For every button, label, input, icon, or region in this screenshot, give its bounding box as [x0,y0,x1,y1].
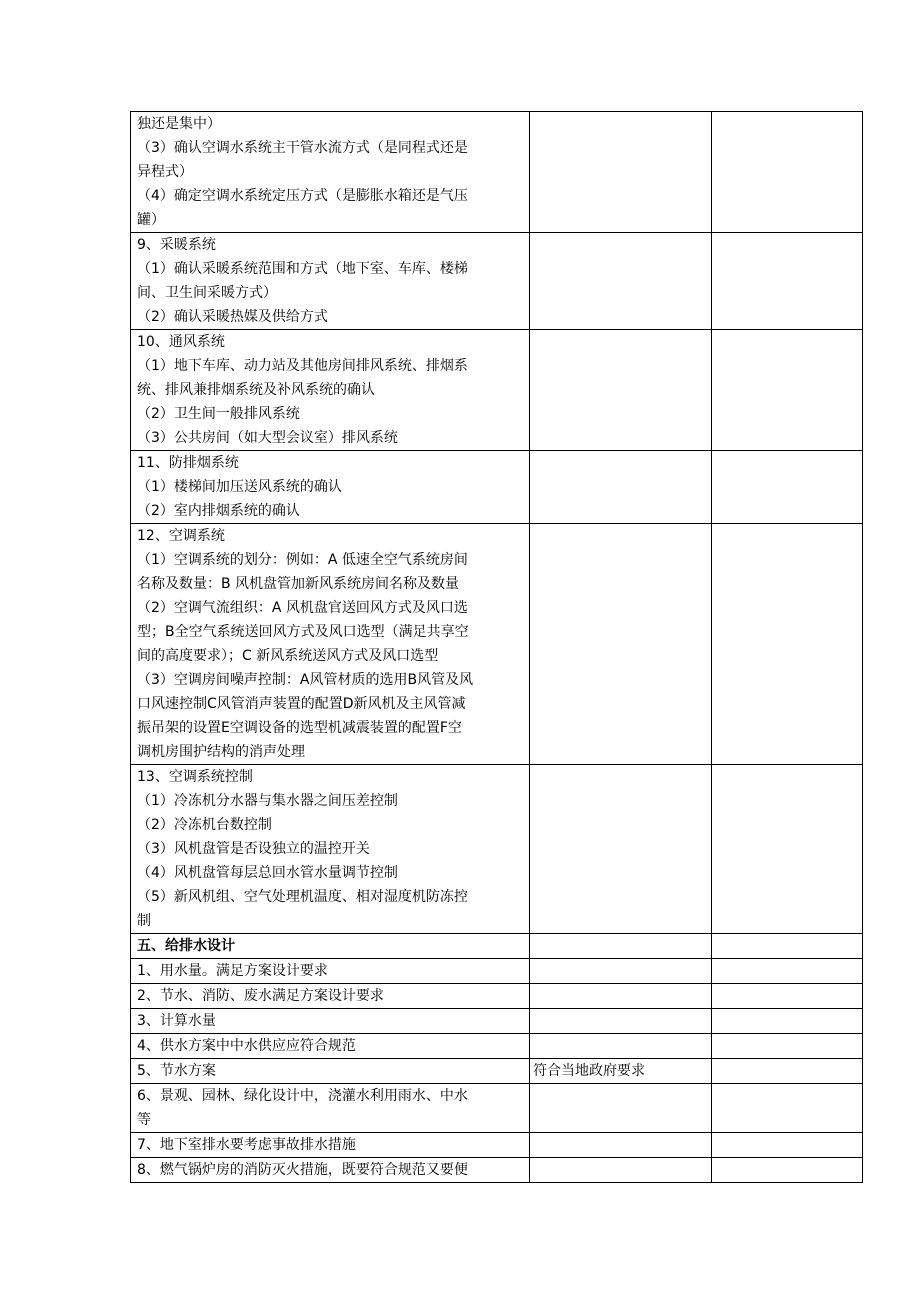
requirement-line: 制 [137,913,151,929]
table-row [131,959,863,984]
requirements-table-body [131,112,863,1183]
requirement-line: （3）公共房间（如大型会议室）排风系统 [137,430,398,446]
requirement-line: 13、空调系统控制 [137,769,253,785]
requirement-line: 调机房围护结构的消声处理 [137,744,305,760]
remark-cell [530,765,712,934]
table-row [131,524,863,765]
requirement-line: （1）空调系统的划分：例如：A 低速全空气系统房间 [137,552,468,568]
requirement-cell [131,1009,530,1034]
requirement-line: 振吊架的设置E空调设备的选型机减震装置的配置F空 [137,720,462,736]
table-row [131,451,863,524]
remark-cell [530,1084,712,1133]
requirement-line: 罐） [137,212,165,228]
note-cell [712,1009,863,1034]
table-row [131,233,863,330]
remark-cell [530,233,712,330]
requirement-line: （3）空调房间噪声控制：A风管材质的选用B风管及风 [137,672,474,688]
remark-cell [530,1158,712,1183]
requirement-line: 8、燃气锅炉房的消防灭火措施，既要符合规范又要便 [137,1162,468,1178]
note-cell [712,1133,863,1158]
requirement-line: （3）风机盘管是否设独立的温控开关 [137,841,370,857]
table-row [131,1133,863,1158]
requirement-line: （1）楼梯间加压送风系统的确认 [137,479,342,495]
requirement-cell [131,112,530,233]
requirement-line: （2）室内排烟系统的确认 [137,503,300,519]
note-cell [712,1034,863,1059]
note-cell [712,1059,863,1084]
requirement-cell [131,1158,530,1183]
note-cell [712,330,863,451]
note-cell [712,233,863,330]
table-row [131,330,863,451]
note-cell [712,1158,863,1183]
requirement-cell [131,233,530,330]
table-row [131,1158,863,1183]
requirement-cell [131,330,530,451]
table-row [131,1059,863,1084]
note-cell [712,112,863,233]
note-cell [712,524,863,765]
requirement-line: 3、计算水量 [137,1013,216,1029]
note-cell [712,451,863,524]
requirement-cell [131,524,530,765]
section-heading: 五、给排水设计 [137,938,235,954]
requirement-line: 独还是集中） [137,116,221,132]
requirement-cell [131,1084,530,1133]
requirement-cell [131,959,530,984]
requirement-line: （1）冷冻机分水器与集水器之间压差控制 [137,793,398,809]
requirement-line: 口风速控制C风管消声装置的配置D新风机及主风管减 [137,696,466,712]
requirement-line: （2）确认采暖热媒及供给方式 [137,309,328,325]
requirement-line: （2）冷冻机台数控制 [137,817,272,833]
requirement-line: 间的高度要求）；C 新风系统送风方式及风口选型 [137,648,439,664]
table-row [131,1009,863,1034]
requirement-cell [131,765,530,934]
remark-cell [530,330,712,451]
requirement-line: 1、用水量。满足方案设计要求 [137,963,328,979]
requirement-line: 5、节水方案 [137,1063,216,1079]
requirement-line: （5）新风机组、空气处理机温度、相对湿度机防冻控 [137,889,468,905]
requirement-line: 型；B全空气系统送回风方式及风口选型（满足共享空 [137,624,469,640]
remark-cell [530,1133,712,1158]
requirement-line: 统、排风兼排烟系统及补风系统的确认 [137,382,375,398]
table-row [131,934,863,959]
remark-cell [530,451,712,524]
remark-cell [530,1059,712,1084]
table-row [131,1084,863,1133]
requirement-line: 10、通风系统 [137,334,225,350]
requirement-line: 4、供水方案中中水供应应符合规范 [137,1038,356,1054]
requirement-cell [131,1059,530,1084]
requirement-cell [131,451,530,524]
remark-cell [530,1034,712,1059]
note-cell [712,959,863,984]
note-cell [712,934,863,959]
requirement-line: 6、景观、园林、绿化设计中，浇灌水利用雨水、中水 [137,1088,468,1104]
requirement-line: （1）确认采暖系统范围和方式（地下室、车库、楼梯 [137,261,468,277]
requirement-line: （2）卫生间一般排风系统 [137,406,300,422]
table-row [131,1034,863,1059]
note-cell [712,1084,863,1133]
requirements-table [130,111,863,1183]
table-row [131,112,863,233]
remark-cell [530,1009,712,1034]
requirement-line: 9、采暖系统 [137,237,216,253]
requirement-line: （1）地下车库、动力站及其他房间排风系统、排烟系 [137,358,468,374]
requirement-line: （4）风机盘管每层总回水管水量调节控制 [137,865,398,881]
requirement-line: 12、空调系统 [137,528,225,544]
requirement-line: （3）确认空调水系统主干管水流方式（是同程式还是 [137,140,468,156]
requirement-line: （2）空调气流组织：A 风机盘官送回风方式及风口选 [137,600,468,616]
requirement-line: 11、防排烟系统 [137,455,239,471]
requirement-cell [131,1133,530,1158]
requirement-line: 7、地下室排水要考虑事故排水措施 [137,1137,356,1153]
requirement-line: 间、卫生间采暖方式） [137,285,277,301]
requirement-cell [131,1034,530,1059]
requirement-line: 2、节水、消防、废水满足方案设计要求 [137,988,384,1004]
remark-cell [530,524,712,765]
requirement-cell [131,934,530,959]
table-row [131,765,863,934]
requirement-line: 名称及数量：B 风机盘管加新风系统房间名称及数量 [137,576,460,592]
requirement-line: 异程式） [137,164,193,180]
remark-cell [530,934,712,959]
remark-text: 符合当地政府要求 [533,1063,645,1079]
requirement-cell [131,984,530,1009]
requirement-line: 等 [137,1112,151,1128]
note-cell [712,765,863,934]
remark-cell [530,984,712,1009]
note-cell [712,984,863,1009]
remark-cell [530,112,712,233]
requirement-line: （4）确定空调水系统定压方式（是膨胀水箱还是气压 [137,188,468,204]
remark-cell [530,959,712,984]
table-row [131,984,863,1009]
